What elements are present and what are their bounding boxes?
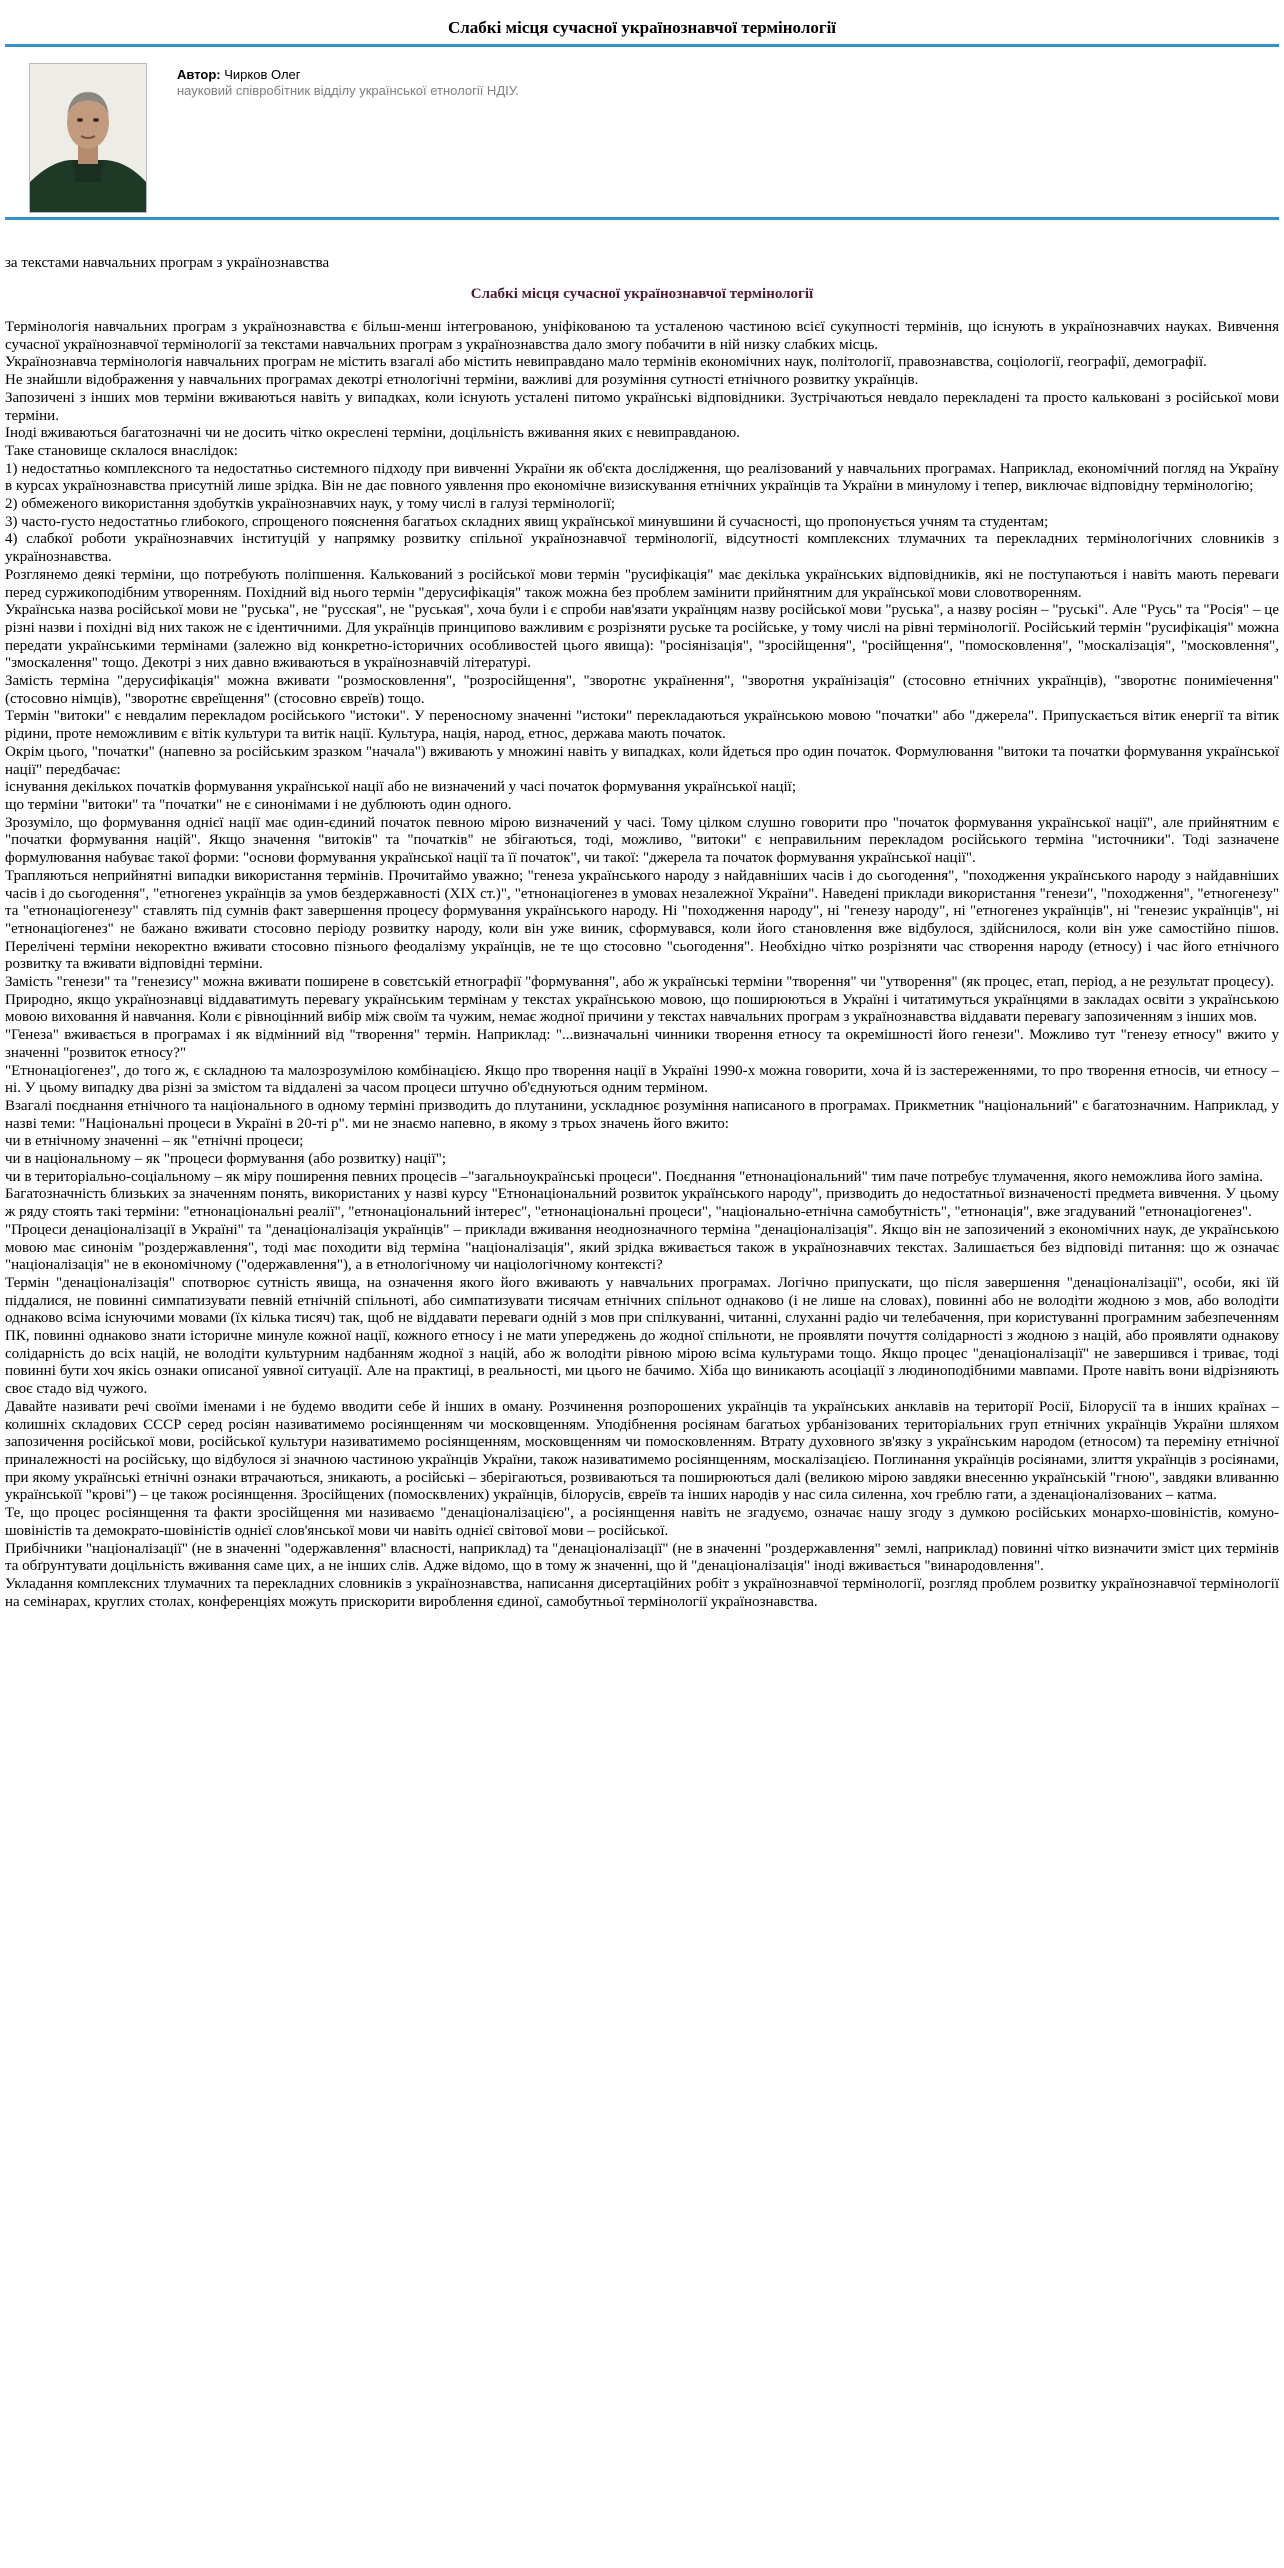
paragraph: 4) слабкої роботи українознавчих інституцій у напрямку розвитку спільної українознавчої термінології, відсутності комплексних тлумачних та перекладних термінологічних словників з українознавства. — [5, 531, 1279, 566]
paragraph: Прибічники "націоналізації" (не в значенні "одержавлення" власності, наприклад) та "денаціоналізації" (не в значенні "роздержавлення" землі, наприклад) повинні чітко визначити зміст цих термінів та обґрунтувати доцільність вживання саме цих, а не інших слів. Адже відомо, що в тому ж значенні, що й "денаціоналізація" іноді вживається "винародовлення". — [5, 1540, 1279, 1575]
paragraph: Іноді вживаються багатозначні чи не досить чітко окреслені терміни, доцільність вживання яких є невиправданою. — [5, 425, 740, 442]
author-block — [5, 47, 1279, 217]
paragraph: Таке становище склалося внаслідок: — [5, 442, 238, 459]
paragraph: Українознавча термінологія навчальних програм не містить взагалі або містить невиправдано мало термінів економічних наук, політології, правознавства, соціології, географії, демографії. — [5, 354, 1207, 371]
paragraph: Замість терміна "дерусифікація" можна вживати "розмосковлення", "розросійщення", "зворотнє українення", "зворотня українізація" (стосовно етнічних українців), "зворотнє пониміечення" (стосовно німців), "зворотнє євреїщення" (стосовно євреїв) тощо. — [5, 673, 1279, 707]
paragraph: Замість "генези" та "генезису" можна вживати поширене в совєтській етнографії "формування", або ж українські терміни "творення" чи "утворення" (як процес, етап, період, а не результат процесу). — [5, 974, 1274, 991]
author-name: Чирков Олег — [224, 67, 301, 82]
paragraph: Термінологія навчальних програм з українознавства є більш-менш інтегрованою, уніфікованою та усталеною частиною всієї сукупності термінів, що існують в українознавчих науках. Вивчення сучасної українознавчої термінології за текстами навчальних програм з українознавства дало змогу побачити в ній низку слабких місць. — [5, 319, 1279, 353]
paragraph: 3) часто-густо недостатньо глибокого, спрощеного пояснення багатьох складних явищ української минувшини й сучасності, що пропонується учням та студентам; — [5, 513, 1049, 530]
bottom-divider — [5, 217, 1279, 220]
paragraph: чи в національному – як "процеси формування (або розвитку) нації"; — [5, 1151, 447, 1168]
paragraph: Зрозуміло, що формування однієї нації має один-єдиний початок певною мірою визначений у часі. Тому цілком слушно говорити про "початок формування української нації", але прийнятним є "початки формування націй". Якщо значення "витоків" та "початків" не збігаються, тоді, можливо, "витоки" є неправильним перекладом російського терміна "источники". Тоді зазначене формулювання набуває такої форми: "основи формування української нації та її початок", чи такої: "джерела та початок формування української нації". — [5, 814, 1279, 867]
paragraph: Не знайшли відображення у навчальних програмах декотрі етнологічні терміни, важливі для розуміння сутності етнічного розвитку українців. — [5, 372, 919, 389]
paragraph: Розглянемо деякі терміни, що потребують поліпшення. Калькований з російської мови термін "русифікація" має декілька українських відповідників, які не поступаються і навіть мають переваги перед суржикоподібним утворенням. Похідний від нього термін "дерусифікація" також можна без проблем замінити прийнятним для української мови словотворенням. — [5, 566, 1279, 601]
paragraph: існування декількох початків формування української нації або не визначений у часі початок формування української нації; — [5, 779, 797, 796]
paragraph: Взагалі поєднання етнічного та національного в одному терміні призводить до плутанини, ускладнює розуміння написаного в програмах. Прикметник "національний" є багатозначним. Наприклад, у назві теми: "Національні процеси в Україні в 20-ті р". ми не знаємо напевно, в якому з трьох значень його вжито: — [5, 1097, 1279, 1132]
paragraph: Природно, якщо українознавці віддаватимуть перевагу українським термінам у текстах українською мовою, що поширюються в Україні і читатимуться українцями в закладах освіти з українською мовою виховання й навчання. Коли є рівноцінний вибір між своїм та чужим, немає жодної причини у текстах навчальних програм з українознавства віддавати перевагу запозиченням з інших мов. — [5, 991, 1279, 1026]
article-title: Слабкі місця сучасної українознавчої термінології — [470, 286, 814, 302]
paragraph: Термін "денаціоналізація" спотворює сутність явища, на означення якого його вживають у навчальних програмах. Логічно припускати, що після завершення "денаціоналізації", особи, які їй піддалися, не повинні симпатизувати певній етнічній спільноті, або симпатизувати тисячам етнічних спільнот однаково (і не лише на словах), повинні або не володіти жодною з мов, або володіти однаково всіма існуючими мовами (їх кілька тисяч) так, щоб не віддавати переваги одній з мов при спілкуванні, читанні, слуханні радіо чи телебачення, при користуванні програмним забезпеченням ПК, повинні однаково знати історичне минуле кожної нації, кожного етносу і не мати упереджень до жодної спільноти, не проявляти почуття солідарності з жодною з націй, або проявляти однакову солідарність до всіх націй, не володіти культурним надбанням жодної з націй, або ж володіти рівною мірою всіма культурами тощо. Якщо процес "денаціоналізації" не завершився і триває, тоді повинні бути хоч якісь ознаки описаної уявної ситуації. Але на практиці, в реальності, ми цього не бачимо. Хіба що виникають асоціації з людиноподібними мавпами. Проте навіть вони відрізняють своє стадо від чужого. — [5, 1274, 1279, 1398]
intro-line: за текстами навчальних програм з українознавства — [5, 255, 330, 271]
paragraph: "Генеза" вживається в програмах і як відмінний від "творення" термін. Наприклад: "...визначальні чинники творення етносу та окремішності його генези". Можливо тут "генезу етносу" вжито у значенні "розвиток етносу?" — [5, 1027, 1279, 1061]
paragraph: Запозичені з інших мов терміни вживаються навіть у випадках, коли існують усталені питомо українські відповідники. Зустрічаються невдало перекладені та просто кальковані з російської мови терміни. — [5, 389, 1279, 424]
article-body — [5, 319, 1279, 1611]
paragraph: Термін "витоки" є невдалим перекладом російського "истоки". У переносному значенні "истоки" перекладаються українською мовою "початки" або "джерела". Припускається вітик енергії та вітик рідини, проте неможливим є вітік культури та витік нації. Культура, нація, народ, етнос, держава мають початок. — [5, 708, 1279, 743]
paragraph: 1) недостатньо комплексного та недостатньо системного підходу при вивченні України як об'єкта дослідження, що реалізований у навчальних програмах. Наприклад, економічний погляд на Україну в курсах українознавства присутній лише зрідка. Він не дає повного уявлення про економічне визискування етнічних українців та України в минулому і тепер, виключає відповідну термінологію; — [5, 460, 1279, 495]
author-label: Автор: — [177, 67, 221, 82]
page-title: Слабкі місця сучасної українознавчої термінології — [447, 18, 837, 37]
paragraph: "Процеси денаціоналізації в Україні" та "денаціоналізація українців" – приклади вживання неоднозначного терміна "денаціоналізація". Якщо він не запозичений з економічних наук, де українською мовою має синонім "роздержавлення", тоді має походити від терміна "націоналізація", який зрідка вживається також в українознавчих текстах. Залишається без відповіді питання: що ж означає "націоналізація" не в економічному ("одержавлення"), а в етнологічному чи націологічному контексті? — [5, 1221, 1279, 1274]
paragraph: Українська назва російської мови не "руська", не "русская", не "руськая", хоча були і є спроби нав'язати українцям назву російської мови "руська", а назву росіян – "руські". Але "Русь" та "Росія" – це різні назви і похідні від них також не є ідентичними. Для українців принципово важливим є розрізняти руське та російське, у тому числі на рівні термінології. Російський термін "русифікація" можна передати українськими термінами (залежно від конкретно-історичних особливостей цього явища): "росіянізація", "зросійщення", "російщення", "помосковлення", "москалізація", "московлення", "змоскалення" тощо. Декотрі з них давно вживаються в українознавчій літературі. — [5, 602, 1279, 672]
author-photo — [29, 63, 147, 213]
paragraph: чи в територіально-соціальному – як міру поширення певних процесів –"загальноукраїнські процеси". Поєднання "етнонаціональний" тим паче потребує тлумачення, якого неможлива його заміна. — [5, 1168, 1264, 1185]
author-portrait-image — [30, 64, 146, 212]
author-position: науковий співробітник відділу української етнології НДІУ. — [177, 83, 519, 98]
paragraph: Давайте називати речі своїми іменами і не будемо вводити себе й інших в оману. Розчинення розпорошених українців та українських анклавів на території Росії, Білорусії та в інших країнах – колишніх складових СССР серед росіян називатимемо росіянщенням чи московщенням. Уподібнення росіянам багатьох урбанізованих територіальних груп етнічних українців України шляхом запозичення російської мови, російської культури називатимемо росіянщенням, московщенням чи помосковленням. Втрату духовного зв'язку з українським народом (етносом) та переміну етнічної приналежності на російську, що відбулося зі значною частиною українців України, також називатимемо росіянщенням, москалізацією. Поглинання українців росіянами, злиття українців з росіянами, при якому українські етнічні ознаки втрачаються, зникають, а російські – зберігаються, розвиваються та поширюються далі (великою мірою завдяки внесенню українській "гною", завдяки вливанню українськоїї "крові") – це також росіянщення. Зросійщених (помосквлених) українців, білорусів, євреїв та інших народів у нас сила силенна, хоч греблю гати, а зденаціоналізованих – катма. — [5, 1398, 1279, 1504]
paragraph: Укладання комплексних тлумачних та перекладних словників з українознавства, написання дисертаційних робіт з українознавчої термінології, розгляд проблем розвитку українознавчої термінології на семінарах, круглих столах, конференціях можуть прискорити вироблення єдиної, самобутньої термінології українознавства. — [5, 1575, 1279, 1610]
paragraph: 2) обмеженого використання здобутків українознавчих наук, у тому числі в галузі термінології; — [5, 496, 616, 513]
paragraph: Окрім цього, "початки" (напевно за російським зразком "начала") вживають у множині навіть у випадках, коли йдеться про один початок. Формулювання "витоки та початки формування української нації" передбачає: — [5, 743, 1279, 778]
author-info — [177, 67, 519, 99]
paragraph: Трапляються неприйнятні випадки використання термінів. Прочитаймо уважно; "генеза українського народу з найдавніших часів і до сьогодення", "походження українського народу з найдавніших часів і до сьогодення", "етногенез українців за умов бездержавності (XIX ст.)", "етнонаціогенез в умовах незалежної України". Наведені приклади використання "генези", "походження", "етногенезу" та "етнонаціогенезу" ставлять під сумнів факт завершення процесу формування українського народу. Ні "походження народу", ні "генезу народу", ні "етногенез українців", ні "генезис українців", ні "етнонаціогенез" не бажано вживати стосовно періоду розвитку народу, коли він уже виник, сформувався, коли його становлення вже відбулося, здійснилося, коли він уже самостійно пішов. Перелічені терміни некоректно вживати стосовно пізнього феодалізму українців, не те що стосовно "сьогодення". Необхідно чітко розрізняти час створення народу (етносу) і час його етнічного розвитку та вживати відповідні терміни. — [5, 867, 1279, 973]
paragraph: "Етнонаціогенез", до того ж, є складною та малозрозумілою комбінацією. Якщо про творення нації в Україні 1990-х можна говорити, хоча й із застереженнями, то про творення етносів, чи етносу – ні. У цьому випадку два різні за змістом та віддалені за часом процеси штучно об'єднуються одним терміном. — [5, 1062, 1279, 1097]
paragraph: Багатозначність близьких за значенням понять, використаних у назві курсу "Етнонаціональний розвиток українського народу", призводить до недостатньої визначеності предмета вивчення. У цьому ж ряду стоять такі терміни: "етнонаціональні реалії", "етнонаціональний інтерес", "етнонаціональні процеси", "національно-етнічна самобутність", "етнонація", вже згадуваний "етнонаціогенез". — [5, 1186, 1279, 1221]
paragraph: Те, що процес росіянщення та факти зросійщення ми називаємо "денаціоналізацією", а росіянщення навіть не згадуємо, означає нашу згоду з думкою російських монархо-шовіністів, комуно-шовіністів та демократо-шовіністів однієї слов'янської мови чи навіть однієї світової мови – російської. — [5, 1505, 1279, 1539]
paragraph: що терміни "витоки" та "початки" не є синонімами і не дублюють один одного. — [5, 796, 512, 813]
paragraph: чи в етнічному значенні – як "етнічні процеси; — [5, 1133, 304, 1150]
